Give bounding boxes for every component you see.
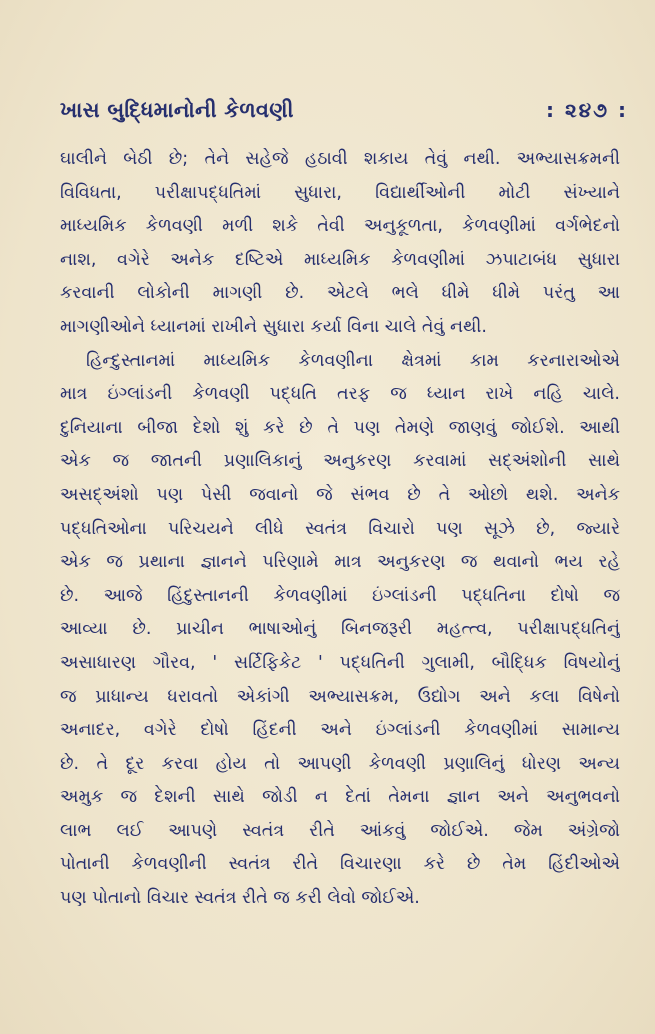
text-line: અસદ્અંશો પણ પેસી જવાનો જે સંભવ છે તે ઓછો થશે. અનેક — [60, 484, 620, 505]
text-line: એક જ જાતની પ્રણાલિકાનું અનુકરણ કરવામાં સદ્અંશોની સાથે — [60, 451, 620, 472]
text-line: આવ્યા છે. પ્રાચીન ભાષાઓનું બિનજરૂરી મહત્ત્વ, પરીક્ષાપદ્ધતિનું — [60, 619, 620, 640]
text-line: પદ્ધતિઓના પરિચયને લીધે સ્વતંત્ર વિચારો પણ સૂઝે છે, જ્યારે — [60, 518, 620, 539]
chapter-title: ખાસ બુદ્ધિમાનોની કેળવણી — [60, 98, 294, 122]
text-line: પોતાની કેળવણીની સ્વતંત્ર રીતે વિચારણા કરે છે તેમ હિંદીઓએ — [60, 854, 620, 875]
text-line: લાભ લઈ આપણે સ્વતંત્ર રીતે આંકવું જોઈએ. જેમ અંગ્રેજો — [60, 820, 620, 841]
text-line: પણ પોતાનો વિચાર સ્વતંત્ર રીતે જ કરી લેવો જોઈએ. — [60, 888, 420, 909]
page-number: : ૨૪૭ : — [546, 98, 628, 122]
text-line: જ પ્રાધાન્ય ધરાવતો એકાંગી અભ્યાસક્રમ, ઉદ્યોગ અને કલા વિષેનો — [60, 686, 620, 707]
text-line: કરવાની લોકોની માગણી છે. એટલે ભલે ધીમે ધીમે પરંતુ આ — [60, 283, 620, 304]
text-line: નાશ, વગેરે અનેક દષ્ટિએ માધ્યમિક કેળવણીમાં ઝપાટાબંધ સુધારા — [60, 249, 620, 270]
paragraph — [60, 345, 620, 916]
text-line: અમુક જ દેશની સાથે જોડી ન દેતાં તેમના જ્ઞાન અને અનુભવનો — [60, 787, 620, 808]
text-line: અસાધારણ ગૌરવ, ' સર્ટિફિકેટ ' પદ્ધતિની ગુલામી, બૌદ્ધિક વિષયોનું — [60, 652, 620, 673]
text-line: માધ્યમિક કેળવણી મળી શકે તેવી અનુકૂળતા, કેળવણીમાં વર્ગભેદનો — [60, 216, 620, 237]
text-line: ઘાલીને બેઠી છે; તેને સહેજે હઠાવી શકાય તેવું નથી. અભ્યાસક્રમની — [60, 149, 620, 169]
text-line: એક જ પ્રથાના જ્ઞાનને પરિણામે માત્ર અનુકરણ જ થવાનો ભય રહે — [60, 552, 620, 573]
text-line: દુનિયાના બીજા દેશો શું કરે છે તે પણ તેમણે જાણવું જોઈશે. આથી — [60, 417, 620, 438]
text-line: હિન્દુસ્તાનમાં માધ્યમિક કેળવણીના ક્ષેત્રમાં કામ કરનારાઓએ — [86, 350, 620, 371]
running-header — [60, 98, 628, 134]
paragraph — [60, 143, 620, 345]
text-line: વિવિધતા, પરીક્ષાપદ્ધતિમાં સુધારા, વિદ્યાર્થીઓની મોટી સંખ્યાને — [60, 182, 620, 203]
body-text — [60, 143, 620, 916]
text-line: માગણીઓને ધ્યાનમાં રાખીને સુધારા કર્યા વિના ચાલે તેવું નથી. — [60, 316, 487, 337]
text-line: માત્ર ઇંગ્લાંડની કેળવણી પદ્ધતિ તરફ જ ધ્યાન રાખે નહિ ચાલે. — [60, 384, 620, 405]
text-line: છે. આજે હિંદુસ્તાનની કેળવણીમાં ઇંગ્લાંડની પદ્ધતિના દોષો જ — [60, 585, 620, 606]
text-line: અનાદર, વગેરે દોષો હિંદની અને ઇંગ્લાંડની કેળવણીમાં સામાન્ય — [60, 720, 620, 741]
text-line: છે. તે દૂર કરવા હોય તો આપણી કેળવણી પ્રણાલિનું ધોરણ અન્ય — [60, 753, 620, 774]
